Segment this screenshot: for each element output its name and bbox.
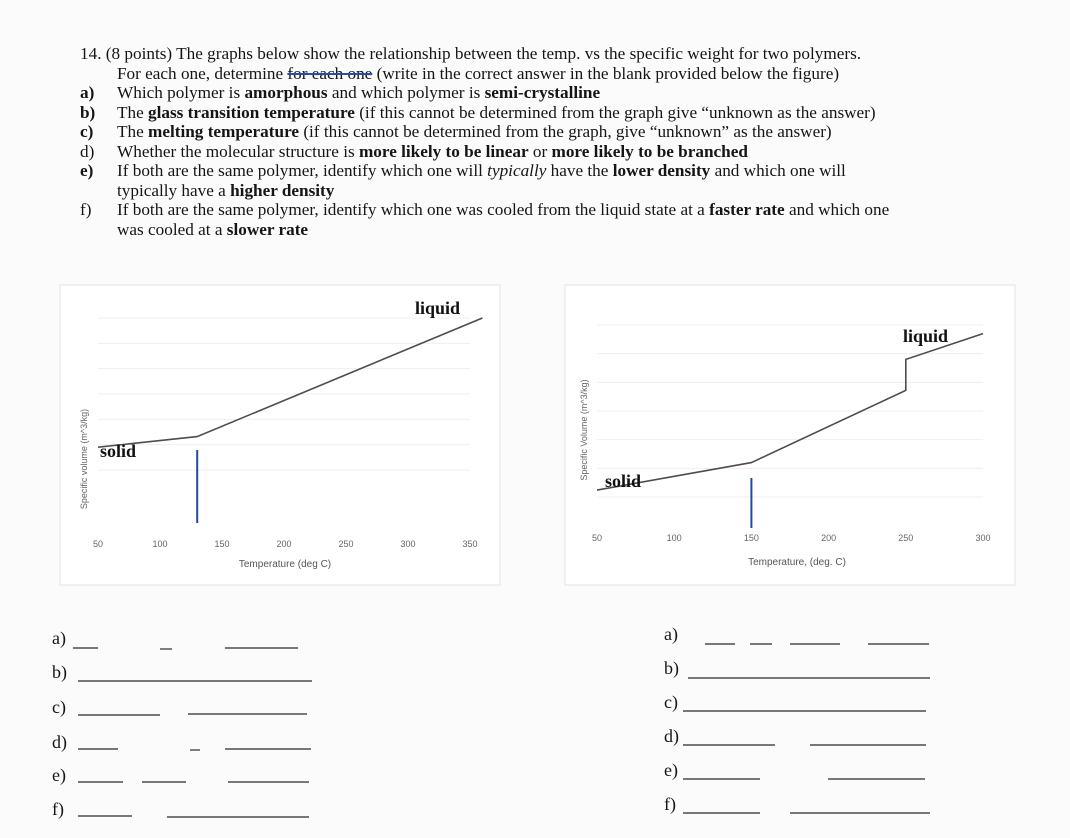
struck-text: for each one	[287, 63, 373, 83]
x-tick-label: 150	[743, 533, 759, 543]
chart-right	[565, 285, 1015, 585]
question-intro-line2: For each one, determine for each one (write in the correct answer in the blank provided below the figure)	[117, 63, 840, 83]
part-f: f) If both are the same polymer, identify which one was cooled from the liquid state at a faster rate and which one	[80, 200, 890, 219]
answer-right-d-label: d)	[664, 726, 679, 746]
question-intro-line1	[80, 44, 1040, 64]
x-tick-label: 250	[338, 539, 354, 549]
part-b: b) The glass transition temperature (if this cannot be determined from the graph give “unknown as the answer)	[80, 102, 876, 122]
chart-left-solid-label: solid	[100, 441, 137, 461]
part-e: e) If both are the same polymer, identify which one will typically have the lower density and which one will	[80, 161, 846, 180]
x-tick-label: 200	[276, 539, 292, 549]
x-tick-label: 350	[462, 539, 478, 549]
question-intro: (8 points) The graphs below show the relationship between the temp. vs the specific weight for two polymers.	[105, 44, 862, 63]
x-tick-label: 50	[92, 539, 104, 549]
chart-left-liquid-label: liquid	[415, 298, 461, 318]
question-number: 14.	[80, 44, 102, 63]
x-tick-label: 300	[975, 533, 991, 543]
chart-left-xlabel: Temperature (deg C)	[238, 559, 332, 570]
answer-left-f-label: f)	[52, 799, 64, 819]
answer-right-b-label: b)	[664, 658, 679, 678]
x-tick-label: 100	[152, 539, 168, 549]
x-tick-label: 250	[898, 533, 914, 543]
answer-right-a-label: a)	[664, 624, 678, 644]
answer-right-c-label: c)	[664, 692, 678, 712]
x-tick-label: 150	[214, 539, 230, 549]
chart-right-solid-label: solid	[605, 471, 642, 491]
x-tick-label: 300	[400, 539, 416, 549]
chart-right-ylabel: Specific Volume (m^3/kg)	[579, 379, 589, 481]
chart-right-liquid-label: liquid	[903, 326, 949, 346]
answer-right-e-label: e)	[664, 760, 678, 780]
part-a: a) Which polymer is amorphous and which polymer is semi-crystalline	[80, 83, 601, 102]
x-tick-label: 200	[821, 533, 837, 543]
answer-left-b-label: b)	[52, 662, 67, 682]
chart-left-ylabel: Specific volume (m^3/kg)	[79, 408, 89, 510]
part-d: d) Whether the molecular structure is more likely to be linear or more likely to be branched	[80, 141, 748, 161]
x-tick-label: 100	[666, 533, 682, 543]
answer-left-d-label: d)	[52, 732, 67, 752]
part-e-line2: typically have a higher density	[117, 180, 335, 200]
x-tick-label: 50	[591, 533, 603, 543]
chart-left	[60, 285, 500, 585]
answer-left-c-label: c)	[52, 697, 66, 717]
answer-right-f-label: f)	[664, 794, 676, 814]
answer-left-a-label: a)	[52, 628, 66, 648]
answer-left-e-label: e)	[52, 765, 66, 785]
question-block	[80, 44, 1040, 239]
part-c: c) The melting temperature (if this cannot be determined from the graph, give “unknown” as the answer)	[80, 122, 832, 141]
chart-right-xlabel: Temperature, (deg. C)	[748, 557, 846, 568]
part-f-line2: was cooled at a slower rate	[117, 219, 309, 239]
